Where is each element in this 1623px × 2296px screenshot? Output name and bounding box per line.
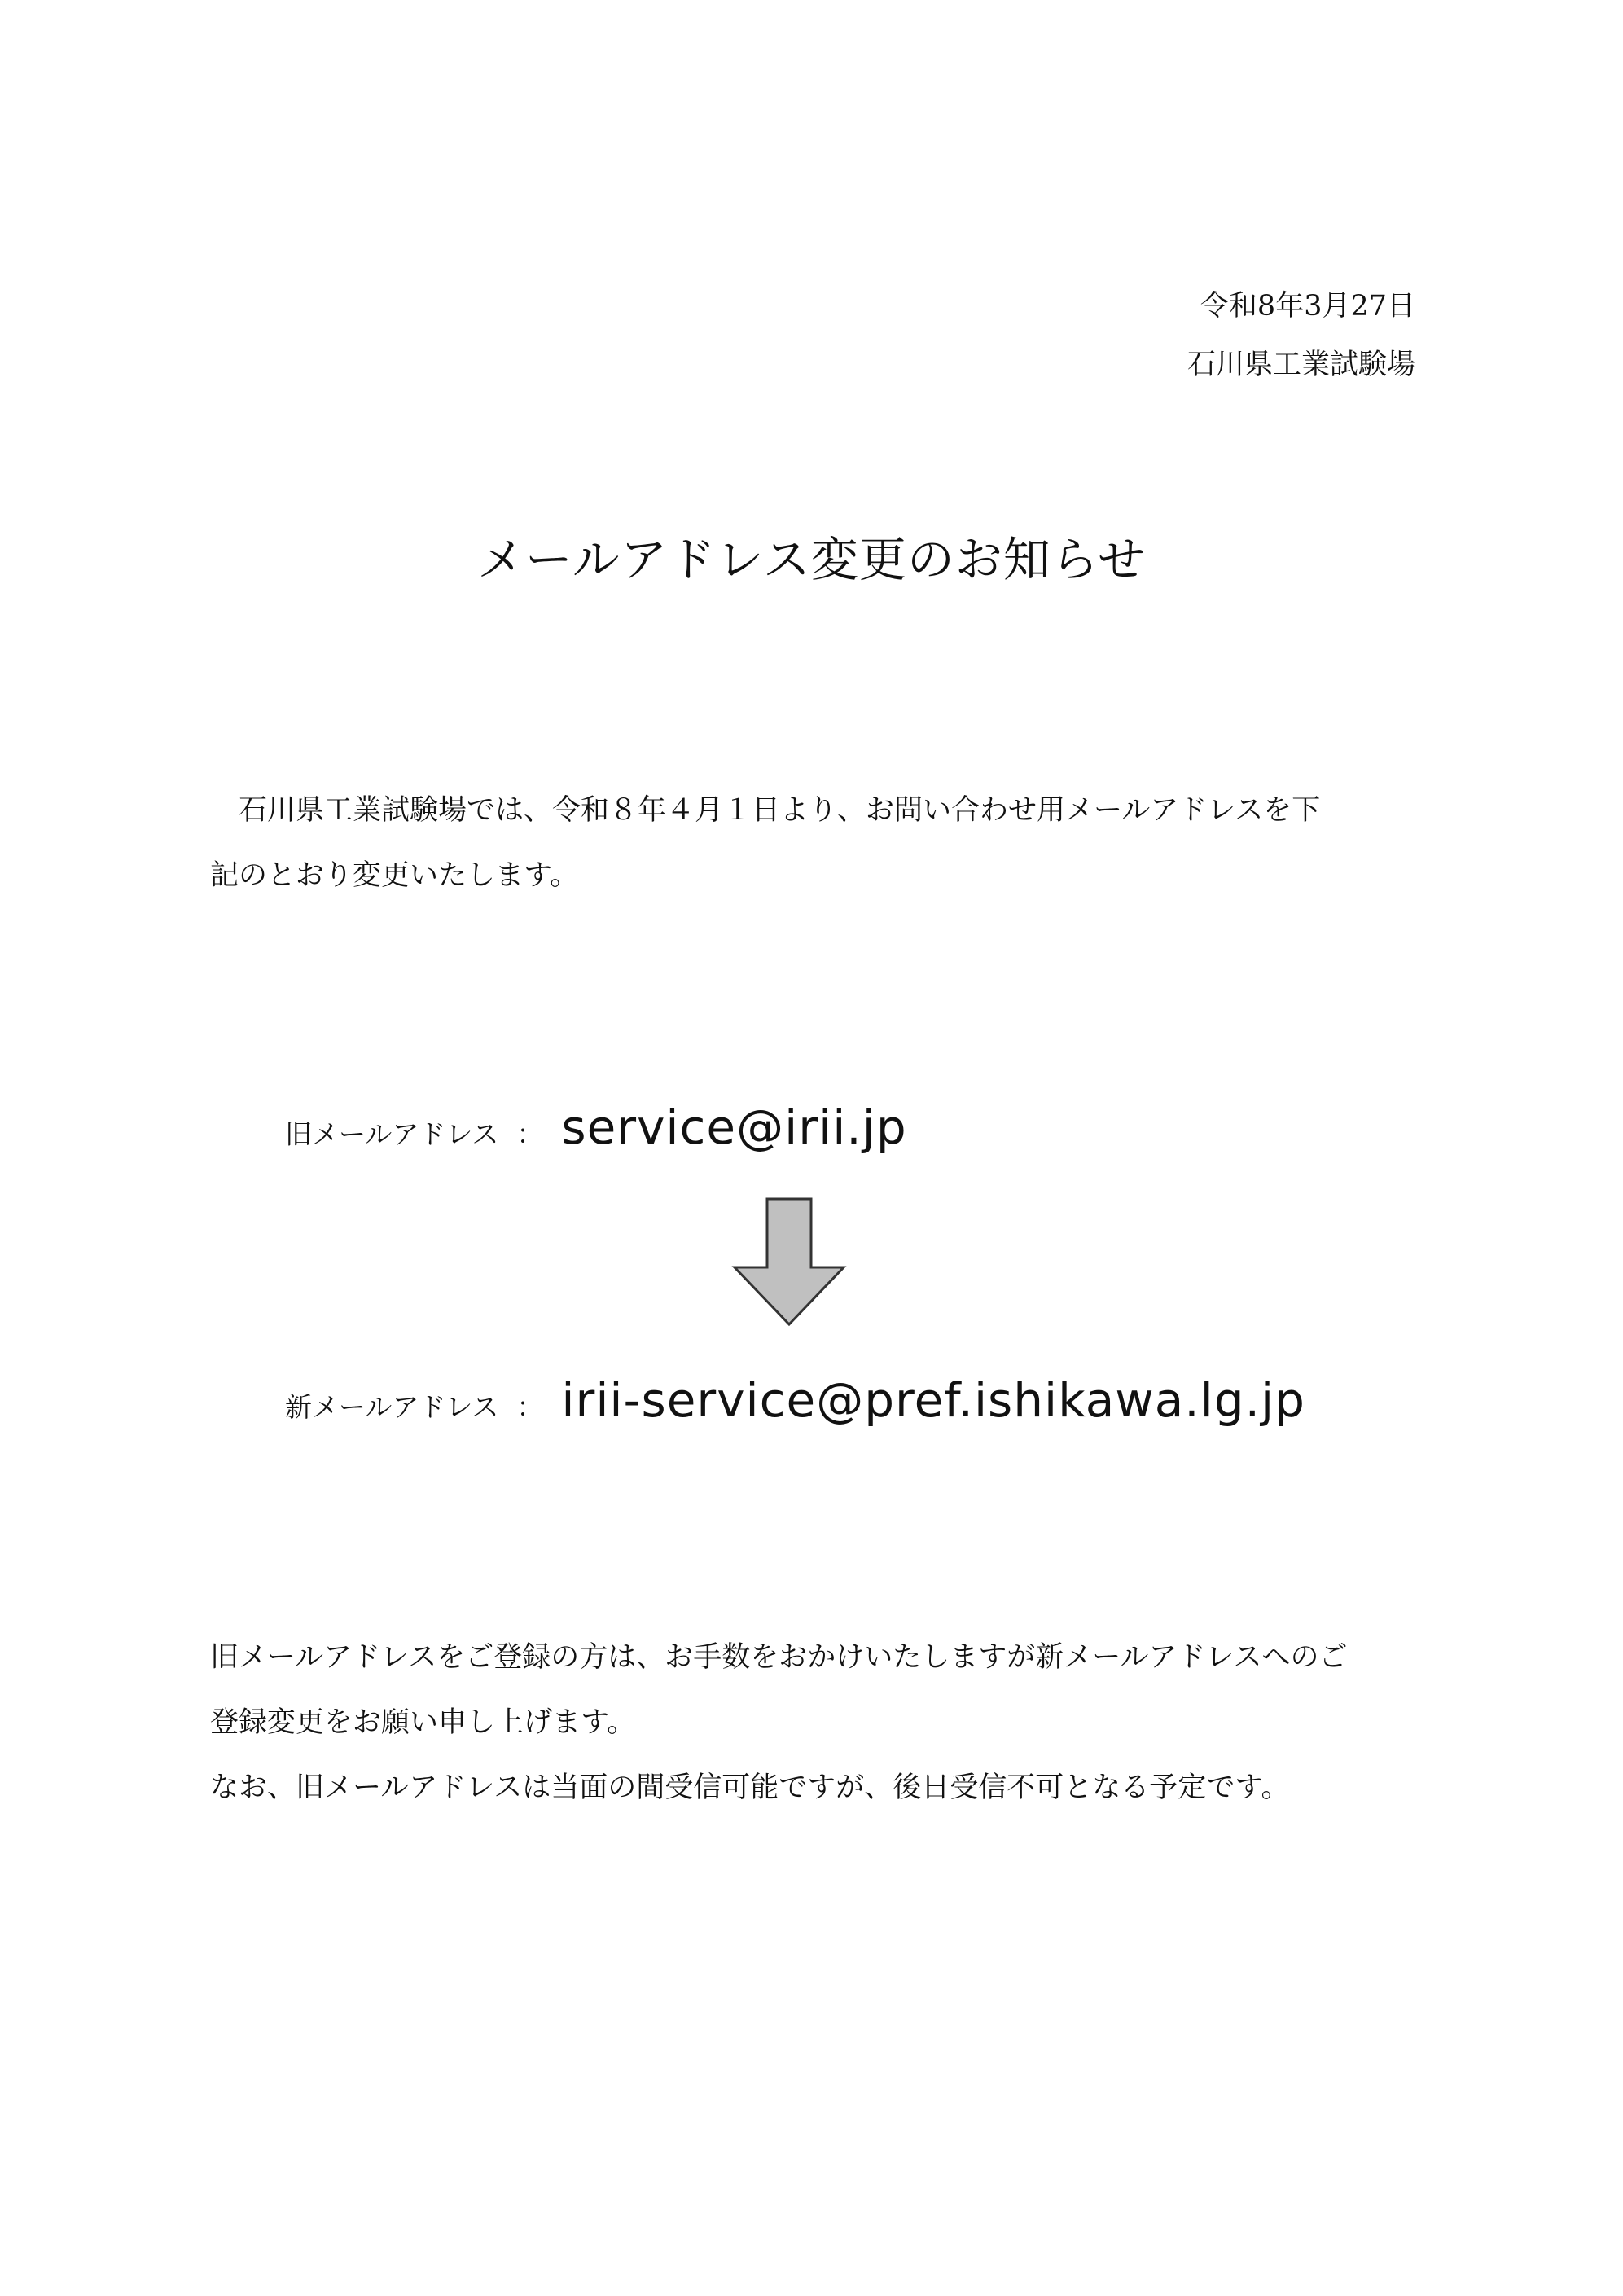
intro-paragraph	[210, 778, 1415, 908]
document-title: メールアドレス変更のお知らせ	[476, 532, 1147, 587]
header-block	[1187, 277, 1415, 394]
new-address-label: 新メールアドレス	[285, 1391, 499, 1423]
new-email-address: irii-service@pref.ishikawa.lg.jp	[561, 1372, 1305, 1428]
old-address-label: 旧メールアドレス	[285, 1118, 499, 1150]
closing-line-2: 登録変更をお願い申し上げます。	[210, 1706, 636, 1739]
issue-date: 令和8年3月27日	[1200, 290, 1415, 323]
new-address-colon: ：	[516, 1391, 544, 1423]
down-arrow-shape	[735, 1199, 844, 1324]
old-address-row	[285, 1100, 907, 1155]
closing-line-1: 旧メールアドレスをご登録の方は、お手数をおかけいたしますが新メールアドレスへのご	[210, 1641, 1348, 1674]
intro-line-2: 記のとおり変更いたします。	[210, 859, 579, 892]
closing-paragraph	[210, 1625, 1415, 1820]
down-arrow-icon	[731, 1197, 847, 1328]
old-email-address: service@irii.jp	[561, 1100, 907, 1155]
issuing-organization: 石川県工業試験場	[1187, 349, 1415, 381]
closing-line-3: なお、旧メールアドレスは当面の間受信可能ですが、後日受信不可となる予定です。	[210, 1771, 1290, 1804]
new-address-row	[285, 1372, 1305, 1428]
old-address-colon: ：	[516, 1118, 544, 1150]
intro-line-1: 石川県工業試験場では、令和８年４月１日より、お問い合わせ用メールアドレスを下	[239, 794, 1321, 827]
